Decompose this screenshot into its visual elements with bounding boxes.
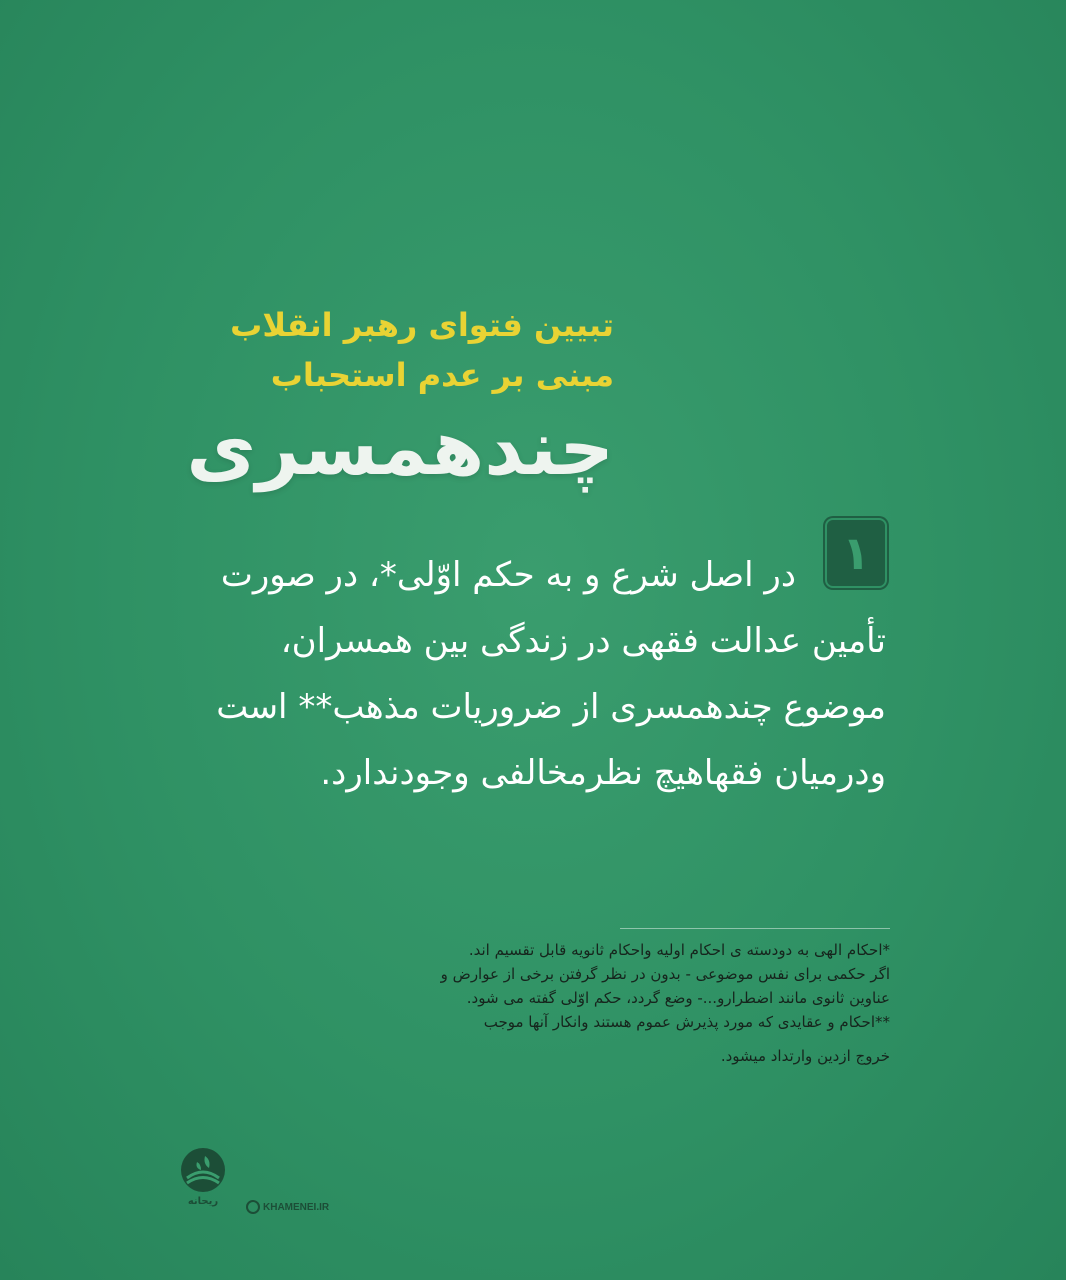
footnote-line: *احکام الهی به دودسته ی احکام اولیه واحکام ثانویه قابل تقسیم اند. — [468, 941, 890, 959]
rayhaneh-logo — [178, 1148, 228, 1218]
body-line: ودرمیان فقهاهیچ نظرمخالفی وجودندارد. — [320, 753, 886, 793]
body-line: تأمین عدالت فقهی در زندگی بین همسران، — [280, 621, 886, 661]
page-title: چندهمسری — [186, 403, 614, 492]
khamenei-logo — [246, 1198, 329, 1216]
footnote-line: خروج ازدین وارتداد میشود. — [720, 1047, 890, 1065]
badge-number: ۱ — [841, 526, 871, 580]
rayhaneh-logo-icon — [181, 1148, 225, 1192]
khamenei-seal-icon — [246, 1200, 260, 1214]
body-line: در اصل شرع و به حکم اوّلی*، در صورت — [220, 555, 796, 595]
footnote-line: **احکام و عقایدی که مورد پذیرش عموم هستند وانکار آنها موجب — [483, 1013, 890, 1031]
body-text — [166, 542, 886, 806]
headline-block — [94, 300, 614, 496]
footnote-divider — [620, 928, 890, 929]
body-line: موضوع چندهمسری از ضروریات مذهب** است — [216, 687, 886, 727]
kicker-line-1: تبیین فتوای رهبر انقلاب — [230, 306, 614, 344]
footnote-line: اگر حکمی برای نفس موضوعی - بدون در نظر گرفتن برخی از عوارض و — [440, 965, 890, 983]
footnotes — [350, 938, 890, 1068]
footnote-line: عناوین ثانوی مانند اضطرارو...- وضع گردد، حکم اوّلی گفته می شود. — [466, 989, 890, 1007]
kicker-line-2: مبنی بر عدم استحباب — [270, 356, 614, 394]
khamenei-logo-text: KHAMENEI.IR — [263, 1201, 330, 1213]
rayhaneh-label: ریحانه — [187, 1196, 219, 1207]
